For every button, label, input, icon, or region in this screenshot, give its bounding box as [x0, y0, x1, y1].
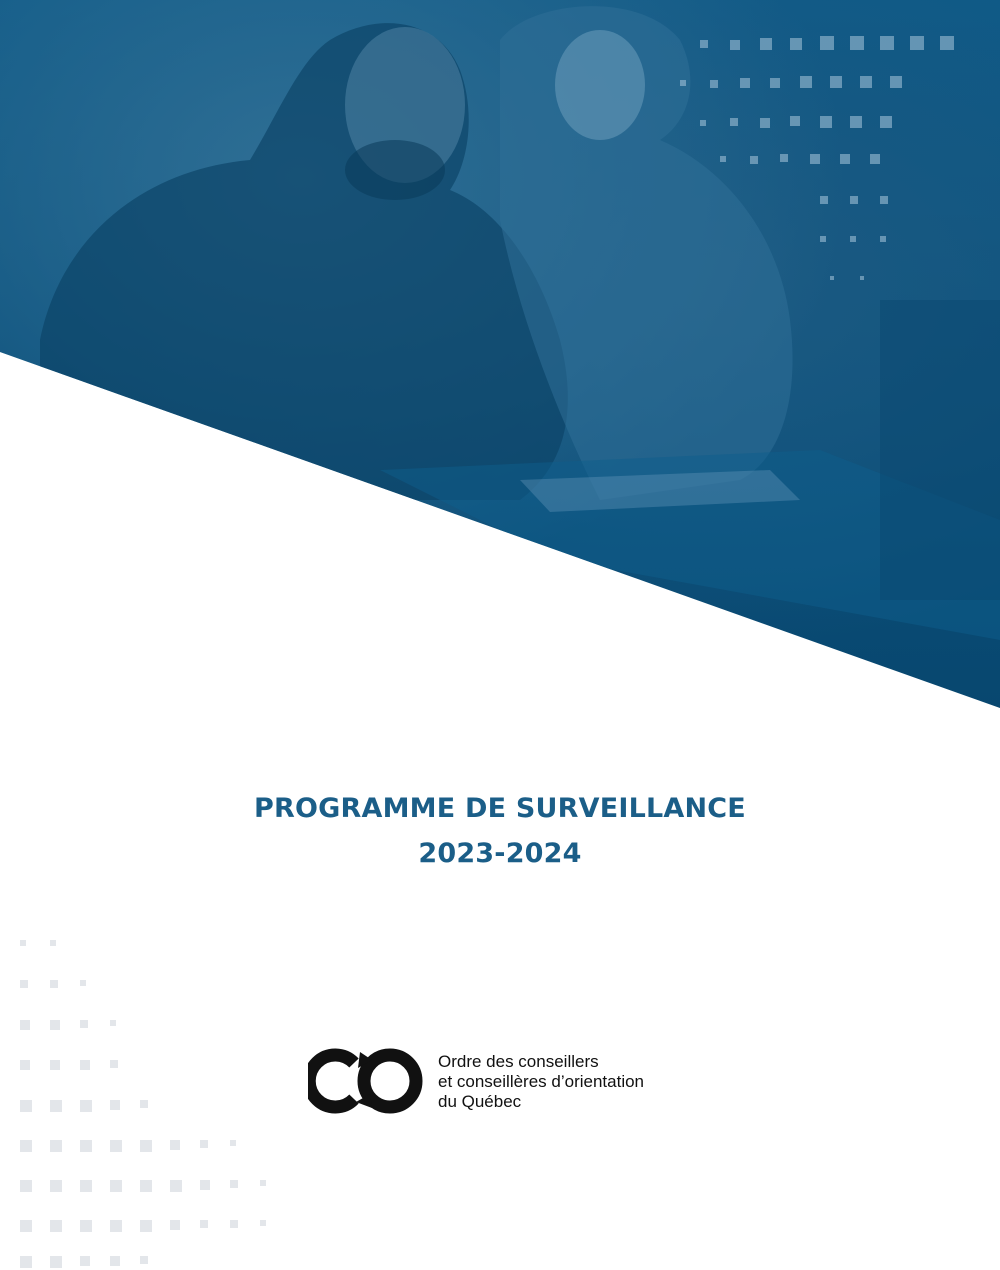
dot-pattern-bottom-left [0, 900, 330, 1270]
organization-name-line-1: Ordre des conseillers [438, 1052, 599, 1071]
organization-logo [308, 1046, 738, 1122]
organization-name [438, 1052, 644, 1112]
title-line-1: PROGRAMME DE SURVEILLANCE [254, 793, 746, 824]
title-line-2: 2023-2024 [418, 838, 582, 869]
document-title [0, 786, 1000, 876]
organization-name-line-3: du Québec [438, 1092, 522, 1111]
organization-name-line-2: et conseillères d’orientation [438, 1072, 645, 1091]
co-infinity-logo-icon [308, 1046, 424, 1116]
